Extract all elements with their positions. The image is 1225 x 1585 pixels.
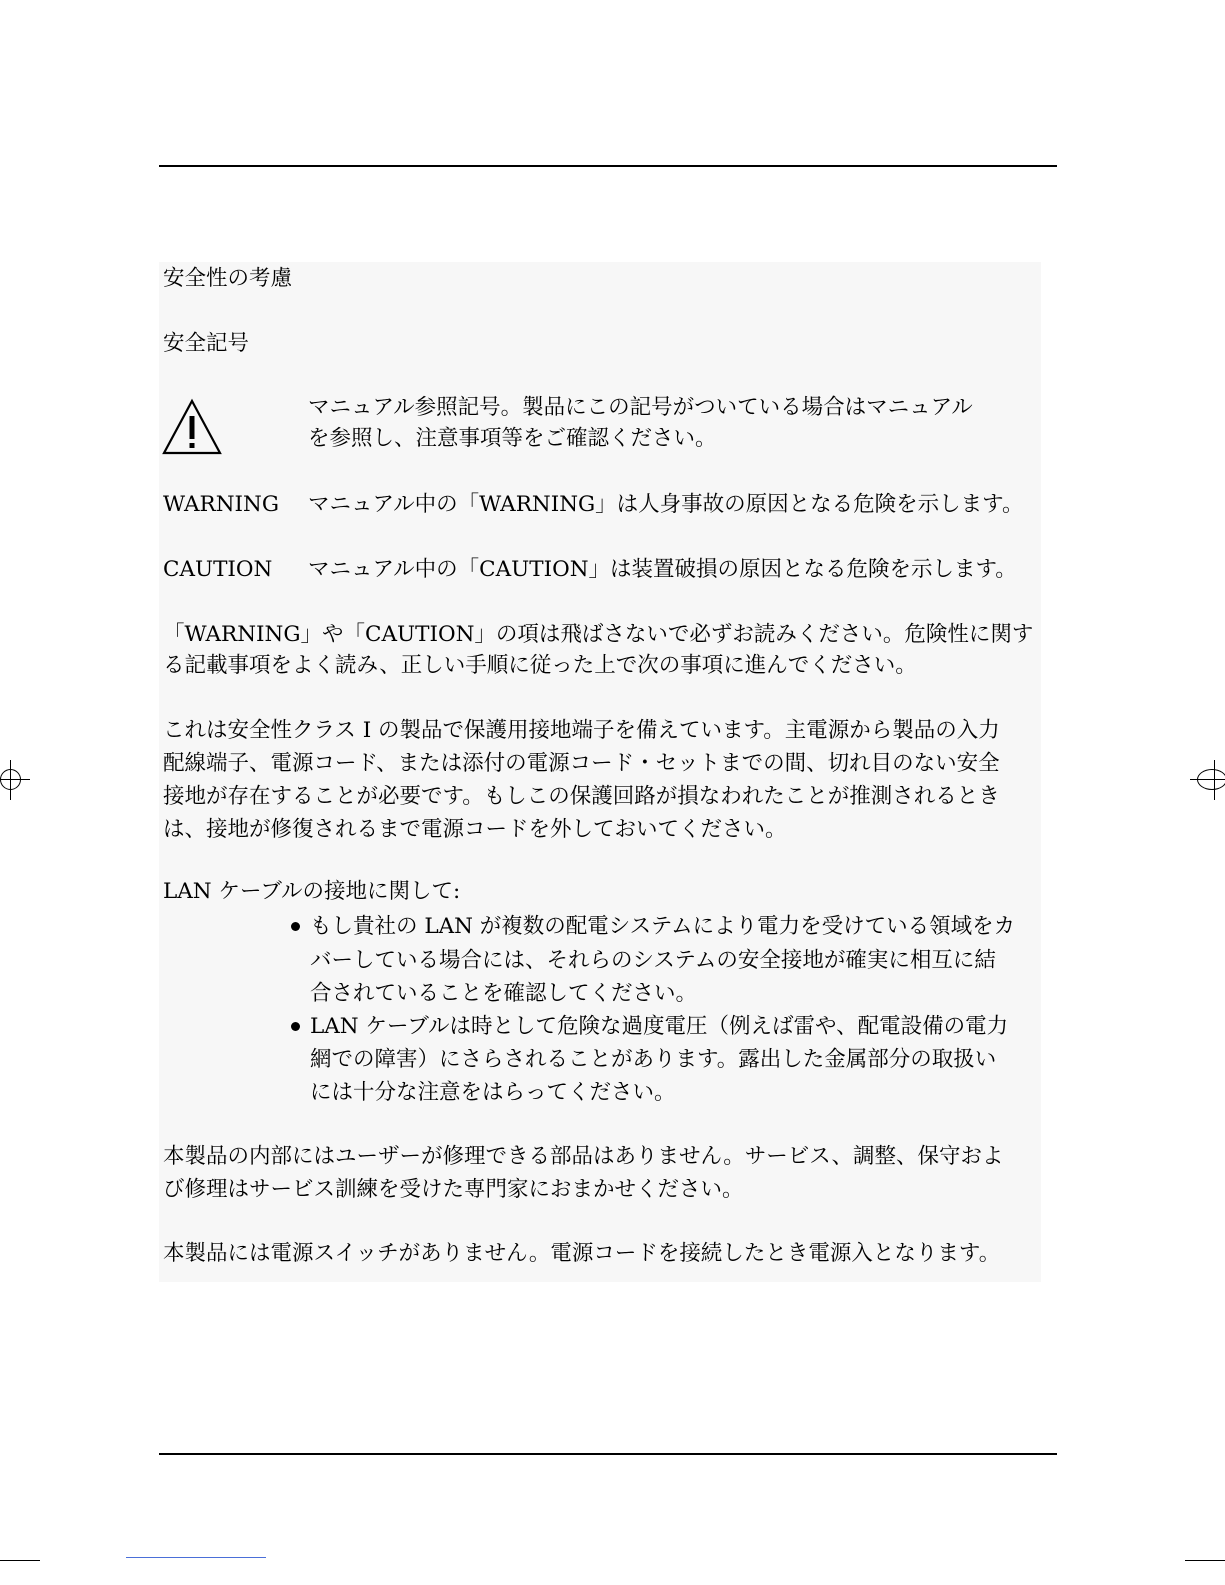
bullet-1 — [291, 922, 300, 931]
lan-bullet-1-line-3: 合されていることを確認してください。 — [310, 981, 698, 1006]
lan-bullet-1-line-2: バーしている場合には、それらのシステムの安全接地が確実に相互に結 — [310, 948, 996, 973]
read-paragraph-line-1: 「WARNING」や「CAUTION」の項は飛ばさないで必ずお読みください。危険性に関す — [163, 622, 1034, 647]
registration-mark-left — [0, 760, 30, 800]
warning-text: マニュアル中の「WARNING」は人身事故の原因となる危険を示します。 — [308, 492, 1024, 517]
footer-link-underline — [126, 1557, 266, 1558]
lan-bullet-2-line-2: 網での障害）にさらされることがあります。露出した金属部分の取扱い — [310, 1047, 997, 1072]
ground-paragraph-line-2: 配線端子、電源コード、または添付の電源コード・セットまでの間、切れ目のない安全 — [163, 751, 1000, 776]
service-paragraph-line-1: 本製品の内部にはユーザーが修理できる部品はありません。サービス、調整、保守およ — [163, 1144, 1004, 1169]
bullet-2 — [291, 1022, 300, 1031]
section-subheading: 安全記号 — [163, 331, 250, 356]
warning-triangle-icon — [161, 398, 223, 456]
caution-text: マニュアル中の「CAUTION」は装置破損の原因となる危険を示します。 — [308, 557, 1017, 582]
corner-mark-bottom-left — [0, 1560, 40, 1562]
manual-symbol-text-2: を参照し、注意事項等をご確認ください。 — [308, 426, 717, 451]
header-rule — [159, 165, 1057, 167]
registration-mark-right — [1190, 760, 1225, 800]
corner-mark-bottom-right — [1185, 1560, 1225, 1562]
lan-bullet-2-line-3: には十分な注意をはらってください。 — [310, 1080, 676, 1105]
ground-paragraph-line-1: これは安全性クラス I の製品で保護用接地端子を備えています。主電源から製品の入力 — [163, 718, 1000, 743]
section-heading: 安全性の考慮 — [163, 266, 293, 291]
lan-heading: LAN ケーブルの接地に関して: — [163, 879, 461, 904]
lan-bullet-1-line-1: もし貴社の LAN が複数の配電システムにより電力を受けている領域をカ — [310, 914, 1016, 939]
footer-rule — [159, 1453, 1057, 1455]
warning-term: WARNING — [163, 492, 280, 517]
ground-paragraph-line-3: 接地が存在することが必要です。もしこの保護回路が損なわれたことが推測されるとき — [163, 784, 1000, 809]
power-paragraph: 本製品には電源スイッチがありません。電源コードを接続したとき電源入となります。 — [163, 1241, 1001, 1266]
caution-term: CAUTION — [163, 557, 273, 582]
lan-bullet-2-line-1: LAN ケーブルは時として危険な過度電圧（例えば雷や、配電設備の電力 — [310, 1014, 1009, 1039]
service-paragraph-line-2: び修理はサービス訓練を受けた専門家におまかせください。 — [163, 1177, 744, 1202]
manual-symbol-text-1: マニュアル参照記号。製品にこの記号がついている場合はマニュアル — [308, 395, 973, 420]
ground-paragraph-line-4: は、接地が修復されるまで電源コードを外しておいてください。 — [163, 817, 787, 842]
read-paragraph-line-2: る記載事項をよく読み、正しい手順に従った上で次の事項に進んでください。 — [163, 653, 917, 678]
